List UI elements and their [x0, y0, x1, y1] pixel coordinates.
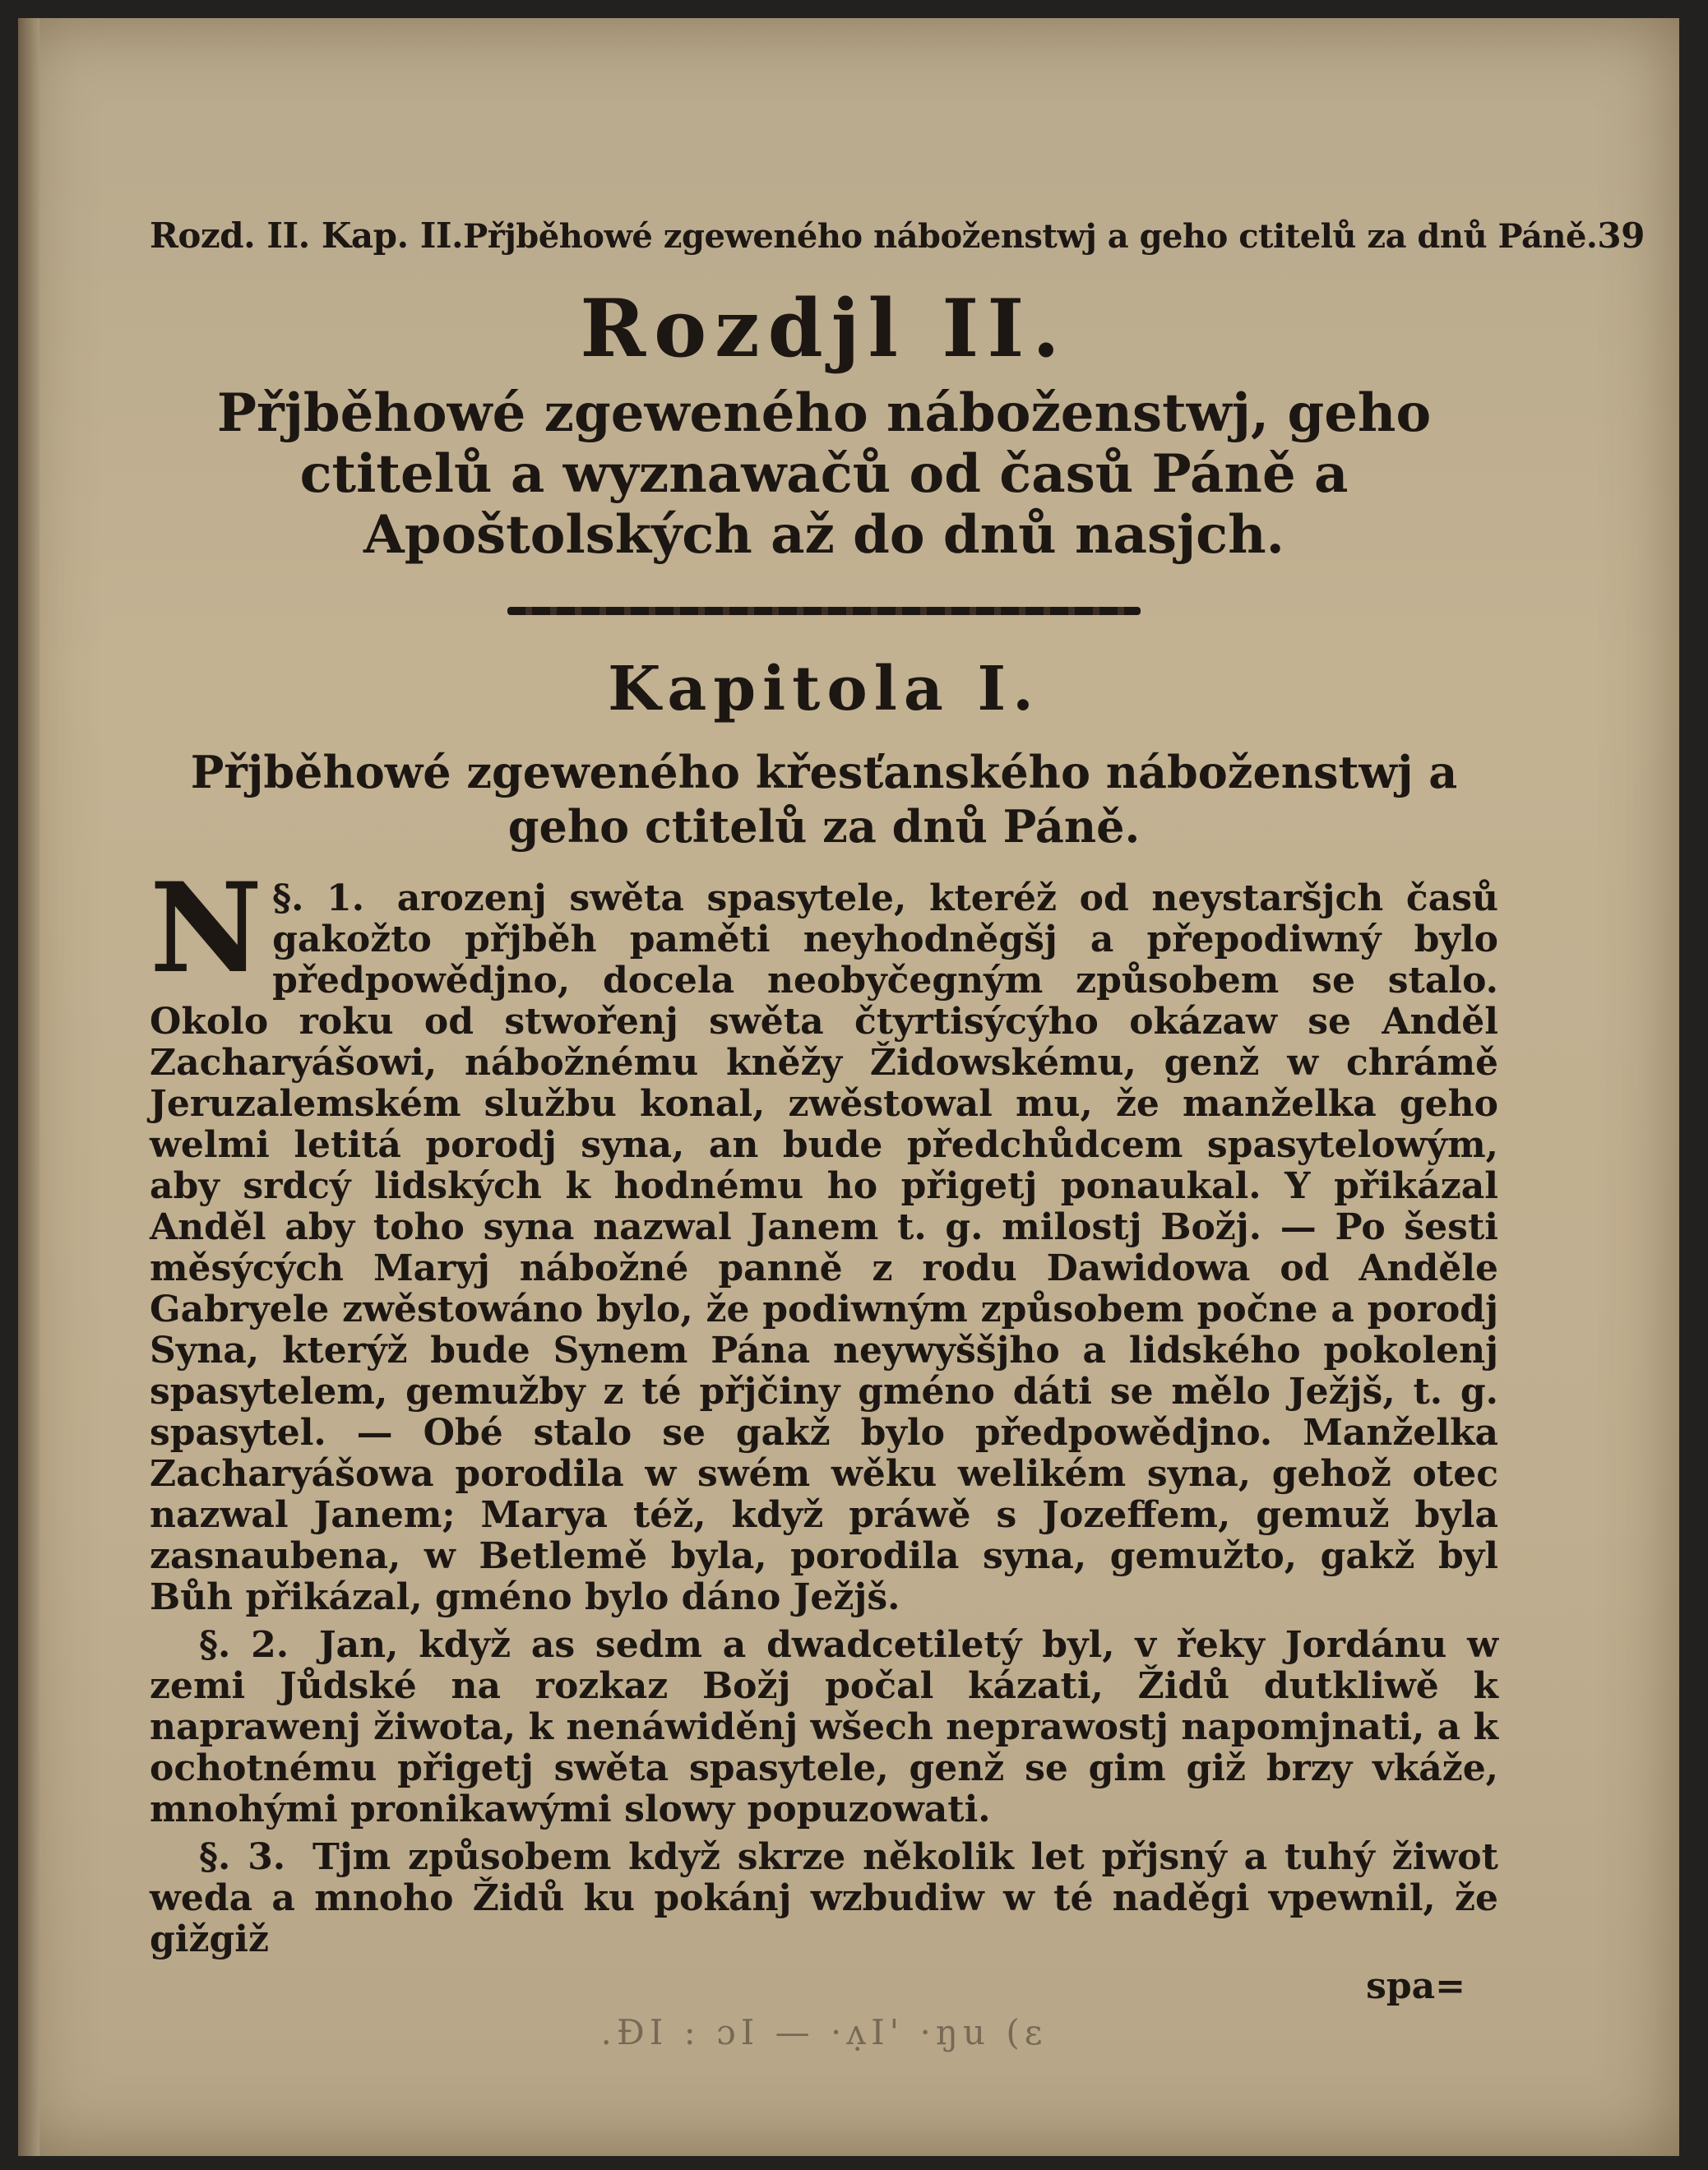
paragraph-text: Tjm způsobem když skrze několik let přjsný a tuhý žiwot weda a mnoho Židů ku pokánj wzbudiw w té naděgi vpewnil, že gižgiž [150, 1836, 1498, 1960]
book-page [18, 18, 1679, 2156]
page-spine-shadow [18, 18, 39, 2156]
bleed-through-text: .ĐI : ɔI — ·ʌ̣I' ·ŋu (ɛ [600, 2012, 1048, 2052]
section-title: Rozdjl II. [580, 282, 1068, 375]
page-content [150, 215, 1645, 2052]
running-head-left: Rozd. II. Kap. II. [150, 215, 464, 256]
running-head-title: Přjběhowé zgeweného náboženstwj a geho ctitelů za dnů Páně. [463, 217, 1598, 256]
drop-cap: N [150, 856, 263, 1001]
chapter-title: Kapitola I. [608, 654, 1040, 724]
paragraph-1 [150, 856, 1498, 1618]
paragraph-3 [150, 1837, 1498, 1960]
paragraph-text: Jan, když as sedm a dwadcetiletý byl, v řeky Jordánu w zemi Jůdské na rozkaz Božj počal kázati, Židů dutkliwě k naprawenj žiwota, k nenáwiděnj wšech neprawostj napomjnati, a k ochotnému přigetj swěta spasytele, genž se gim giž brzy vkáže, mnohými pronikawými slowy popuzowati. [150, 1624, 1498, 1830]
section-subtitle: Přjběhowé zgeweného náboženstwj, geho ctitelů a wyznawačů od časů Páně a Apoštolských až do dnů nasjch. [216, 382, 1432, 566]
running-head [150, 215, 1645, 265]
page-number: 39 [1597, 215, 1645, 256]
chapter-subtitle: Přjběhowé zgeweného křesťanského náboženstwj a geho ctitelů za dnů Páně. [190, 746, 1458, 853]
paragraph-number: §. 2. [199, 1624, 289, 1666]
ornamental-rule [507, 607, 1141, 615]
paragraph-text: arozenj swěta spasytele, kteréž od neystaršjch časů gakožto přjběh paměti neyhodněgšj a přepodiwný bylo předpowědjno, docela neobyčegným způsobem se stalo. Okolo roku od stwořenj swěta čtyrtisýcýho okázaw se Anděl Zacharyášowi, nábožnému kněžy Židowskému, genž w chrámě Jeruzalemském službu konal, zwěstowal mu, že manželka geho welmi letitá porodj syna, an bude předchůdcem spasytelowým, aby srdcý lidských k hodnému ho přigetj ponaukal. Y přikázal Anděl aby toho syna nazwal Janem t. g. milostj Božj. — Po šesti měsýcých Maryj nábožné panně z rodu Dawidowa od Anděle Gabryele zwěstowáno bylo, že podiwným způsobem počne a porodj Syna, kterýž bude Synem Pána neywyššjho a lidského pokolenj spasytelem, gemužby z té přjčiny gméno dáti se mělo Ježjš, t. g. spasytel. — Obé stalo se gakž bylo předpowědjno. Manželka Zacharyášowa porodila w swém wěku welikém syna, gehož otec nazwal Janem; Marya též, když práwě s Jozeffem, gemuž byla zasnaubena, w Betlemě byla, porodila syna, gemužto, gakž byl Bůh přikázal, gméno bylo dáno Ježjš. [150, 877, 1498, 1618]
paragraph-2 [150, 1625, 1498, 1830]
paragraph-number: §. 1. [272, 877, 365, 919]
paragraph-number: §. 3. [199, 1836, 286, 1878]
catchword: spa= [1366, 1965, 1465, 2007]
